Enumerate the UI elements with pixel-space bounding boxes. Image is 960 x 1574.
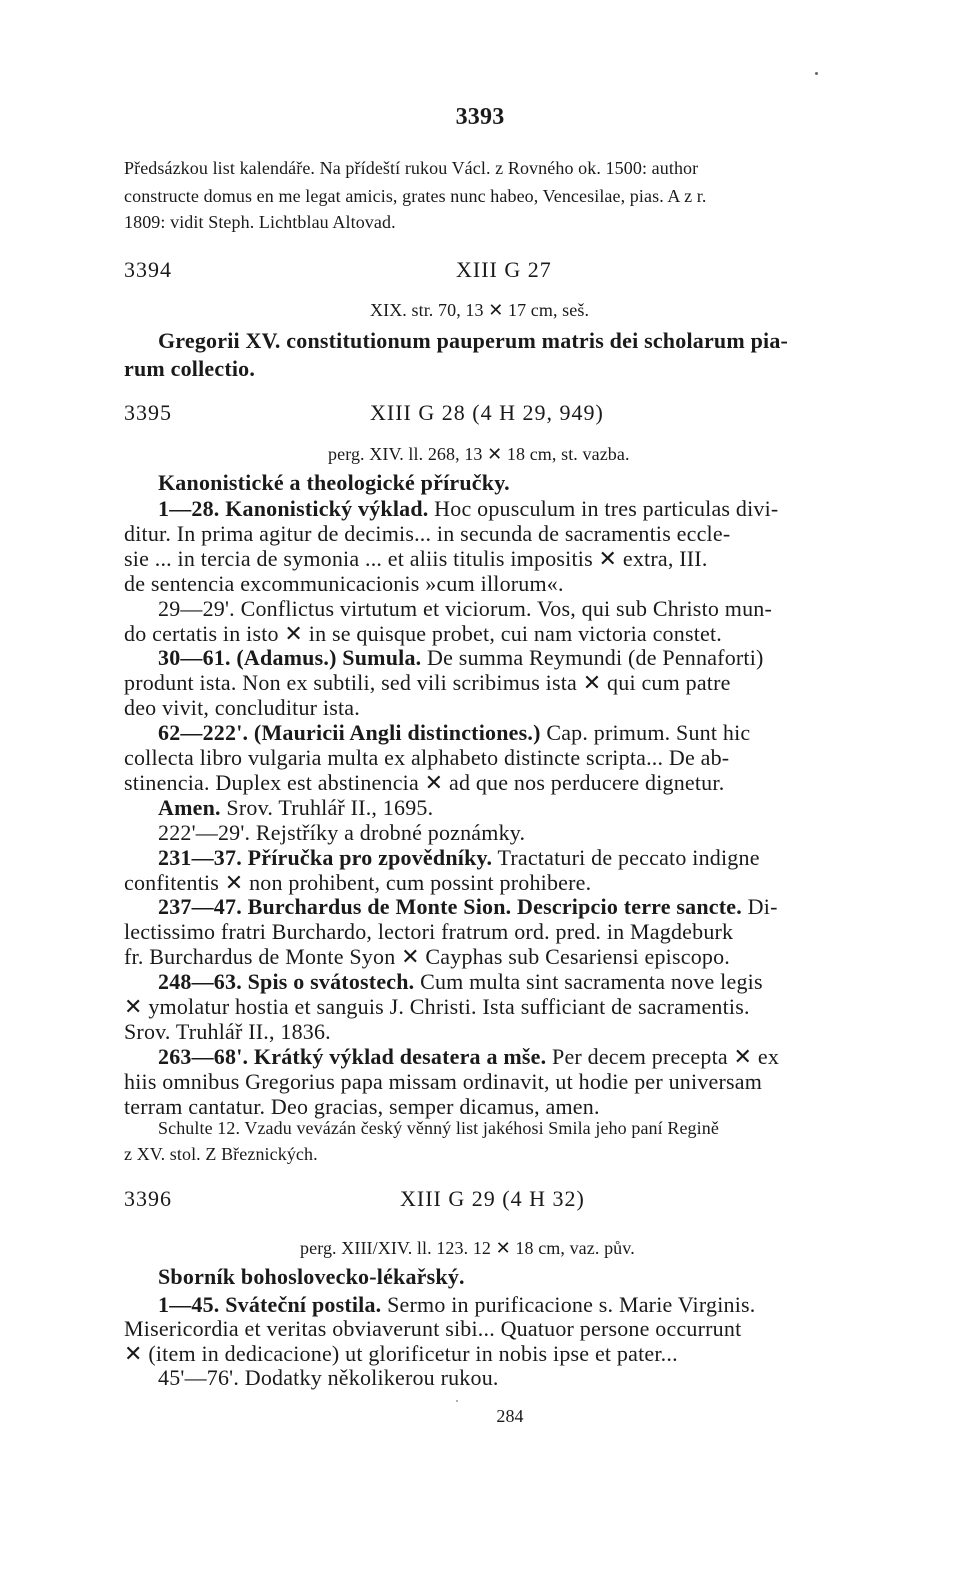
bold-segment: 248—63. Spis o svátostech. (158, 969, 415, 995)
text-segment: Di- (741, 894, 778, 920)
page-header-number: 3393 (455, 104, 505, 130)
text-segment: 45'—76'. Dodatky několikerou rukou. (158, 1364, 499, 1390)
text-line (158, 1044, 779, 1070)
entry-number: 3394 (124, 257, 172, 282)
text-segment: Cap. primum. Sunt hic (540, 720, 751, 746)
page-number: 284 (496, 1406, 524, 1426)
entry-number: 3396 (124, 1186, 172, 1211)
text-line (124, 994, 750, 1020)
text-line (124, 919, 733, 945)
section-heading: Sborník bohoslovecko-lékařský. (158, 1264, 465, 1289)
entry-title (158, 328, 788, 354)
text-line: Předsázkou list kalendáře. Na přídeští rukou Václ. z Rovného ok. 1500: author (124, 158, 699, 178)
text-segment: confitentis ✕ non prohibent, cum possint prohibere. (124, 869, 592, 895)
text-line (124, 571, 564, 597)
shelf-signature: XIII G 27 (456, 257, 552, 282)
text-segment: Per decem precepta ✕ ex (546, 1043, 780, 1069)
physical-description: perg. XIV. ll. 268, 13 ✕ 18 cm, st. vazba. (328, 444, 630, 464)
speck (815, 72, 818, 75)
shelf-signature: XIII G 29 (4 H 32) (400, 1186, 585, 1211)
text-line (158, 845, 760, 871)
text-line (124, 1019, 331, 1045)
text-line (124, 670, 731, 696)
text-line (158, 969, 763, 995)
text-segment: collecta libro vulgaria multa ex alphabeto distincte scripta... De ab- (124, 745, 730, 770)
text-line (124, 944, 730, 970)
speck (456, 1400, 458, 1402)
physical-description: perg. XIII/XIV. ll. 123. 12 ✕ 18 cm, vaz. pův. (300, 1238, 635, 1258)
text-segment: hiis omnibus Gregorius papa missam ordinavit, ut hodie per universam (124, 1068, 763, 1094)
text-segment: deo vivit, concluditur ista. (124, 695, 360, 721)
text-segment: sie ... in tercia de symonia ... et aliis titulis impositis ✕ extra, III. (124, 545, 708, 571)
text-segment: 29—29'. Conflictus virtutum et viciorum. Vos, qui sub Christo mun- (158, 595, 773, 621)
text-line (124, 621, 722, 647)
text-line (158, 820, 525, 846)
text-segment: fr. Burchardus de Monte Syon ✕ Cayphas sub Cesariensi episcopo. (124, 944, 730, 970)
text-segment: stinencia. Duplex est abstinencia ✕ ad que nos perducere dignetur. (124, 769, 725, 795)
text-segment: produnt ista. Non ex subtili, sed vili scribimus ista ✕ qui cum patre (124, 670, 731, 696)
note-line: z XV. stol. Z Březnických. (124, 1144, 318, 1164)
text-line (124, 546, 708, 572)
text-line (158, 596, 772, 622)
text-line (124, 521, 730, 547)
text-line: 1809: vidit Steph. Lichtblau Altovad. (124, 212, 396, 232)
text-segment: terram cantatur. Deo gracias, semper dicamus, amen. (124, 1093, 600, 1119)
text-segment: Misericordia et veritas obviaverunt sibi... Quatuor persone occurrunt (124, 1316, 742, 1342)
section-heading: Kanonistické a theologické příručky. (158, 470, 510, 495)
text-segment: 222'—29'. Rejstříky a drobné poznámky. (158, 819, 526, 845)
text-segment: ✕ ymolatur hostia et sanguis J. Christi. Ista sufficiant de sacramentis. (124, 994, 750, 1019)
text-line (124, 870, 591, 896)
text-segment: lectissimo fratri Burchardo, lectori fratrum ord. pred. in Magdeburk (124, 919, 734, 945)
title-text: constitutionum pauperum matris dei scholarum pia- (286, 328, 789, 353)
text-segment: Cum multa sint sacramenta nove legis (414, 969, 763, 995)
text-line (158, 894, 778, 920)
bold-segment: 30—61. (Adamus.) Sumula. (158, 645, 422, 671)
text-segment: Srov. Truhlář II., 1836. (124, 1018, 331, 1044)
text-line (158, 645, 764, 671)
bold-segment: 263—68'. Krátký výklad desatera a mše. (158, 1043, 547, 1069)
text-line (158, 496, 778, 522)
text-line (124, 695, 360, 721)
entry-number: 3395 (124, 400, 172, 425)
bold-segment: 62—222'. (Mauricii Angli distinctiones.) (158, 720, 541, 746)
text-segment: Sermo in purificacione s. Marie Virginis. (381, 1292, 756, 1317)
text-segment: De summa Reymundi (de Pennaforti) (421, 645, 764, 671)
text-line: constructe domus en me legat amicis, grates nunc habeo, Vencesilae, pias. A z r. (124, 186, 707, 206)
shelf-signature: XIII G 28 (4 H 29, 949) (370, 400, 604, 425)
text-line (124, 745, 729, 771)
text-line (124, 1094, 600, 1120)
bold-segment: 1—45. Sváteční postila. (158, 1292, 382, 1317)
entry-title-line2: rum collectio. (124, 356, 256, 381)
text-line (124, 1316, 741, 1342)
text-segment: Hoc opusculum in tres particulas divi- (428, 496, 779, 521)
text-line (124, 1341, 678, 1367)
text-segment: do certatis in isto ✕ in se quisque probet, cui nam victoria constet. (124, 620, 722, 646)
text-line (158, 1365, 499, 1391)
bold-segment: 1—28. Kanonistický výklad. (158, 496, 429, 521)
bold-segment: 231—37. Příručka pro zpovědníky. (158, 844, 493, 870)
text-line (124, 770, 724, 796)
text-segment: Tractaturi de peccato indigne (492, 844, 760, 870)
text-line (158, 720, 750, 746)
text-segment: Srov. Truhlář II., 1695. (220, 794, 434, 820)
text-line (158, 795, 433, 821)
text-segment: ditur. In prima agitur de decimis... in secunda de sacramentis eccle- (124, 520, 731, 546)
text-segment: de sentencia excommunicacionis »cum illorum«. (124, 570, 564, 596)
bold-segment: 237—47. Burchardus de Monte Sion. Descripcio terre sancte. (158, 894, 742, 920)
text-line (158, 1292, 755, 1318)
bold-segment: Amen. (158, 794, 221, 820)
text-segment: ✕ (item in dedicacione) ut glorificetur in nobis ipse et pater... (124, 1340, 678, 1366)
title-author: Gregorii XV. (158, 328, 281, 353)
note-line: Schulte 12. Vzadu vevázán český věnný list jakéhosi Smila jeho paní Regině (158, 1118, 719, 1138)
text-line (124, 1069, 762, 1095)
physical-description: XIX. str. 70, 13 ✕ 17 cm, seš. (370, 300, 590, 320)
